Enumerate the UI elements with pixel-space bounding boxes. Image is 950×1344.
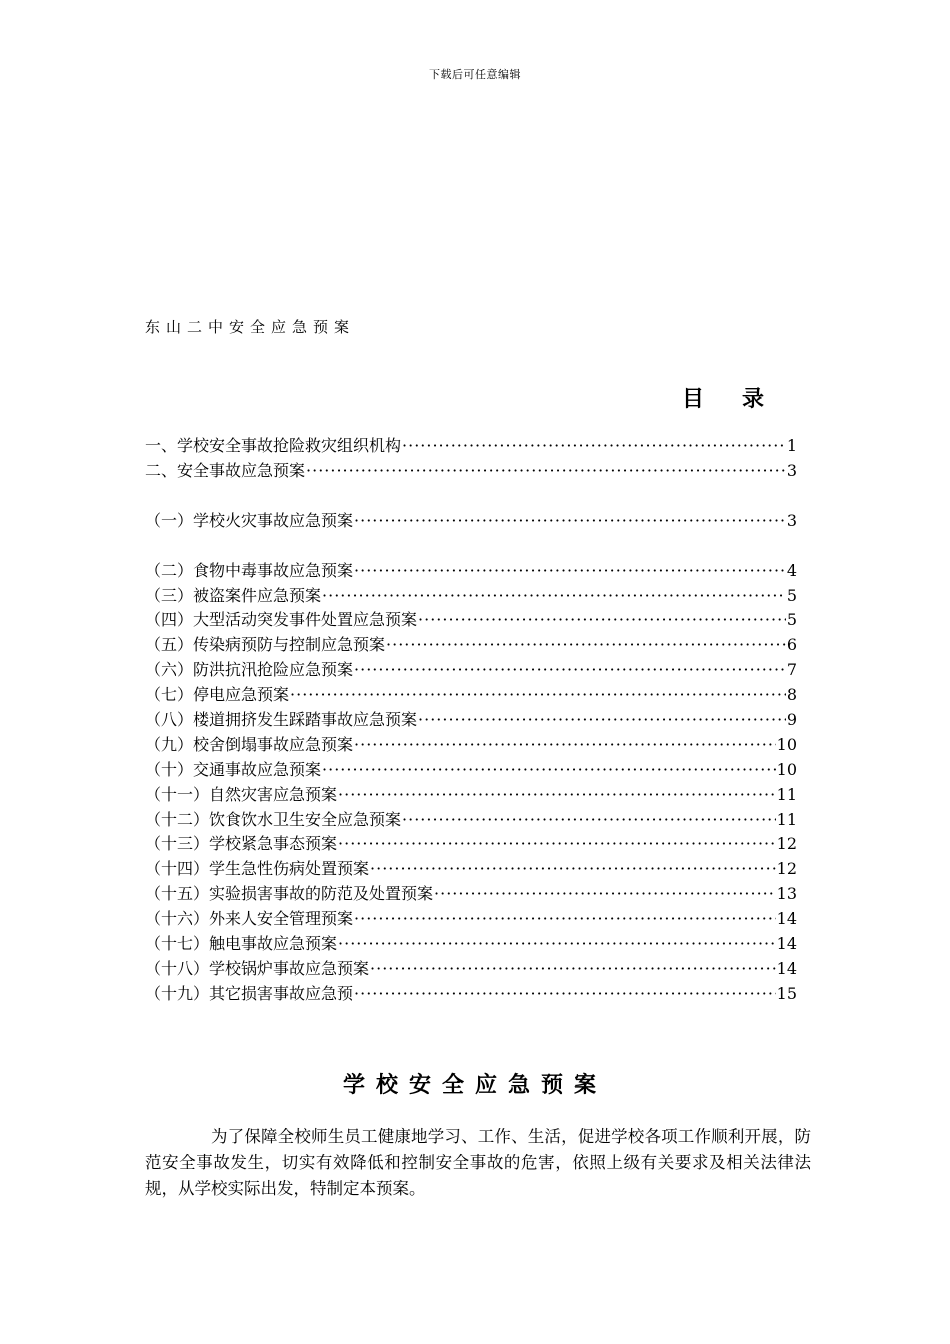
toc-entry-label: （五）传染病预防与控制应急预案 bbox=[145, 635, 386, 655]
toc-entry[interactable] bbox=[145, 708, 797, 733]
toc-entry[interactable] bbox=[145, 459, 797, 484]
toc-entry[interactable] bbox=[145, 434, 797, 459]
toc-entry-page: 9 bbox=[786, 710, 797, 730]
toc-leader-dots bbox=[354, 658, 786, 683]
toc-entry-page: 11 bbox=[776, 784, 797, 804]
toc-leader-dots bbox=[370, 957, 776, 982]
toc-entry-label: （三）被盗案件应急预案 bbox=[145, 585, 322, 605]
toc-leader-dots bbox=[418, 708, 786, 733]
toc-entry[interactable] bbox=[145, 584, 797, 609]
toc-entry-label: 二、安全事故应急预案 bbox=[145, 460, 306, 480]
toc-entry-page: 6 bbox=[786, 635, 797, 655]
toc-leader-dots bbox=[402, 808, 776, 833]
toc-leader-dots bbox=[354, 982, 776, 1007]
toc-entry-page: 14 bbox=[776, 958, 797, 978]
toc-leader-dots bbox=[386, 633, 786, 658]
toc-entry[interactable] bbox=[145, 509, 797, 534]
toc-entry[interactable] bbox=[145, 982, 797, 1007]
toc-entry-label: （十八）学校锅炉事故应急预案 bbox=[145, 958, 370, 978]
toc-entry-label: （七）停电应急预案 bbox=[145, 685, 290, 705]
toc-entry-label: （九）校舍倒塌事故应急预案 bbox=[145, 734, 354, 754]
toc-entry[interactable] bbox=[145, 907, 797, 932]
toc-entry[interactable] bbox=[145, 783, 797, 808]
toc-leader-dots bbox=[370, 857, 776, 882]
toc-entry-label: （十四）学生急性伤病处置预案 bbox=[145, 859, 370, 879]
section-title: 学校安全应急预案 bbox=[342, 1073, 607, 1098]
toc-entry-page: 5 bbox=[786, 610, 797, 630]
toc-entry-page: 15 bbox=[776, 983, 797, 1003]
intro-paragraph: 为了保障全校师生员工健康地学习、工作、生活，促进学校各项工作顺利开展，防范安全事故发生，切实有效降低和控制安全事故的危害，依照上级有关要求及相关法律法规，从学校实际出发，特制定本预案。 bbox=[145, 1127, 811, 1198]
toc-entry[interactable] bbox=[145, 733, 797, 758]
toc-entry-page: 8 bbox=[786, 685, 797, 705]
toc-entry-label: （十一）自然灾害应急预案 bbox=[145, 784, 338, 804]
toc-entry-label: （八）楼道拥挤发生踩踏事故应急预案 bbox=[145, 710, 418, 730]
toc-entry-page: 4 bbox=[786, 560, 797, 580]
toc-entry-label: （十七）触电事故应急预案 bbox=[145, 934, 338, 954]
toc-entry-page: 5 bbox=[786, 585, 797, 605]
toc-entry-label: 一、学校安全事故抢险救灾组织机构 bbox=[145, 436, 402, 455]
toc-leader-dots bbox=[354, 559, 786, 584]
toc-entry-page: 10 bbox=[776, 759, 797, 779]
toc-entry-page: 14 bbox=[776, 934, 797, 954]
toc-entry-label: （十六）外来人安全管理预案 bbox=[145, 909, 354, 929]
toc-heading-char-1: 目 bbox=[682, 387, 705, 412]
toc-leader-dots bbox=[434, 882, 776, 907]
toc-entry-page: 3 bbox=[786, 460, 797, 480]
toc-leader-dots bbox=[322, 584, 786, 609]
toc-entry-label: （十九）其它损害事故应急预 bbox=[145, 983, 354, 1003]
toc-leader-dots bbox=[338, 832, 776, 857]
toc-entry[interactable] bbox=[145, 882, 797, 907]
toc-leader-dots bbox=[402, 434, 786, 459]
toc-entry-label: （六）防洪抗汛抢险应急预案 bbox=[145, 660, 354, 680]
toc-entry[interactable] bbox=[145, 808, 797, 833]
toc-leader-dots bbox=[354, 509, 786, 534]
toc-entry-page: 10 bbox=[776, 734, 797, 754]
toc-entry[interactable] bbox=[145, 932, 797, 957]
toc-entry-page: 1 bbox=[786, 436, 797, 455]
toc-entry-label: （一）学校火灾事故应急预案 bbox=[145, 510, 354, 530]
toc-leader-dots bbox=[418, 608, 786, 633]
toc-leader-dots bbox=[354, 907, 776, 932]
toc-leader-dots bbox=[322, 758, 776, 783]
toc-leader-dots bbox=[338, 932, 776, 957]
toc-entry[interactable] bbox=[145, 758, 797, 783]
toc-entry[interactable] bbox=[145, 957, 797, 982]
toc-entry-page: 13 bbox=[776, 884, 797, 904]
toc-entry[interactable] bbox=[145, 857, 797, 882]
toc-entry-label: （十）交通事故应急预案 bbox=[145, 759, 322, 779]
toc-entry[interactable] bbox=[145, 683, 797, 708]
toc-leader-dots bbox=[354, 733, 776, 758]
toc-entry-page: 14 bbox=[776, 909, 797, 929]
toc-leader-dots bbox=[338, 783, 776, 808]
toc-entry[interactable] bbox=[145, 658, 797, 683]
toc-entry-page: 12 bbox=[776, 834, 797, 854]
toc-entry[interactable] bbox=[145, 633, 797, 658]
toc-heading-char-2: 录 bbox=[742, 387, 765, 412]
toc-entry-page: 11 bbox=[776, 809, 797, 829]
toc-entry-label: （十五）实验损害事故的防范及处置预案 bbox=[145, 884, 434, 904]
toc-entry-label: （十三）学校紧急事态预案 bbox=[145, 834, 338, 854]
toc-entry-label: （十二）饮食饮水卫生安全应急预案 bbox=[145, 809, 402, 829]
toc-leader-dots bbox=[290, 683, 786, 708]
toc-leader-dots bbox=[306, 459, 786, 484]
toc-entry[interactable] bbox=[145, 608, 797, 633]
table-of-contents bbox=[145, 434, 797, 1007]
document-title: 东山二中安全应急预案 bbox=[145, 318, 356, 336]
toc-entry-label: （二）食物中毒事故应急预案 bbox=[145, 560, 354, 580]
header-note: 下载后可任意编辑 bbox=[429, 68, 521, 81]
toc-heading bbox=[682, 382, 764, 413]
toc-entry[interactable] bbox=[145, 832, 797, 857]
toc-entry-page: 12 bbox=[776, 859, 797, 879]
toc-entry-page: 3 bbox=[786, 510, 797, 530]
toc-entry-label: （四）大型活动突发事件处置应急预案 bbox=[145, 610, 418, 630]
toc-entry-page: 7 bbox=[786, 660, 797, 680]
toc-entry[interactable] bbox=[145, 559, 797, 584]
